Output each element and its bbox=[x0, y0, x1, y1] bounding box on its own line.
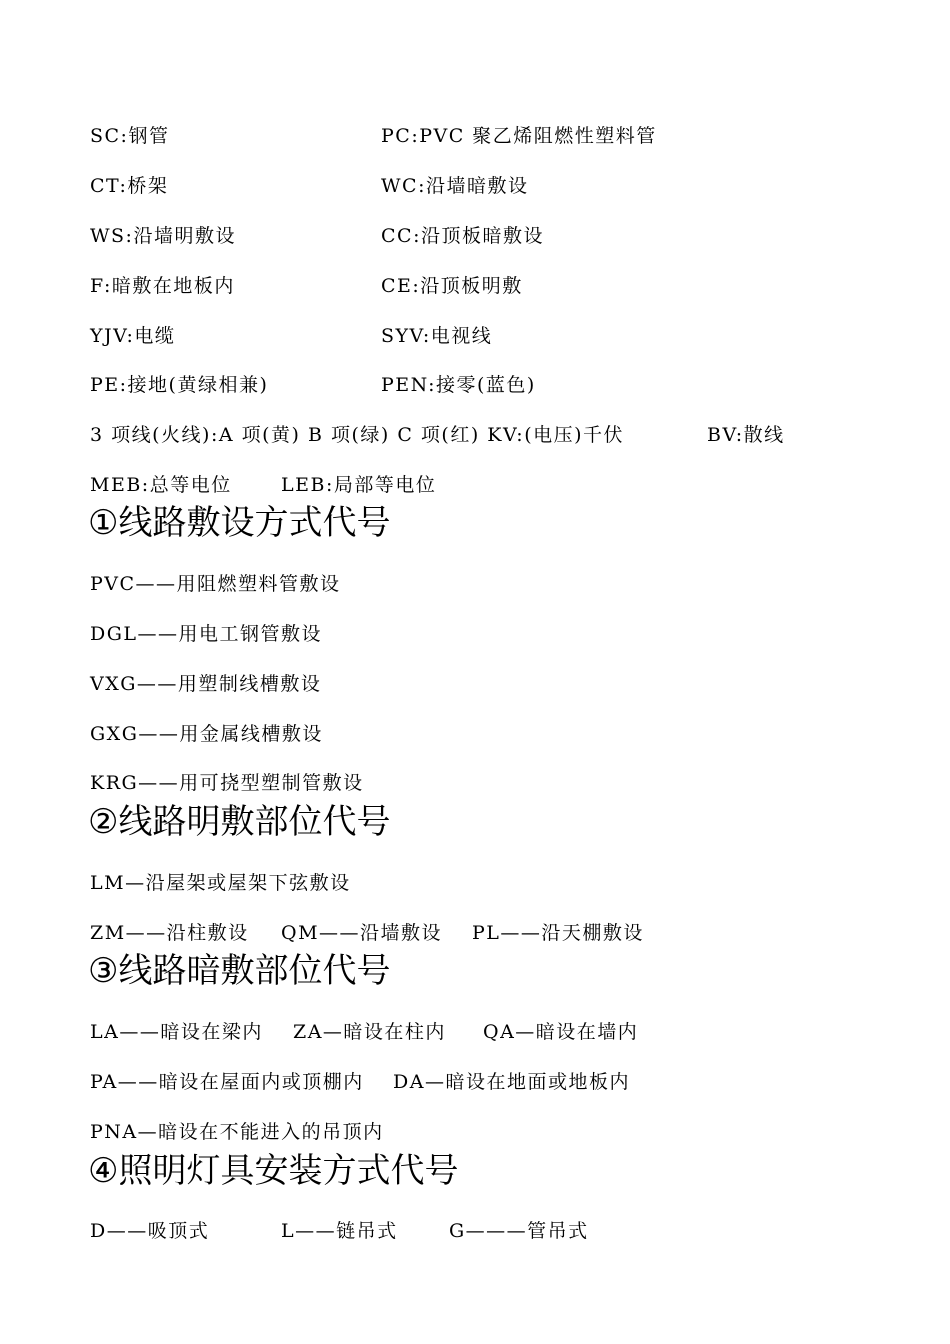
abbrev-left: WS:沿墙明敷设 bbox=[90, 225, 236, 247]
section-3-item: QA—暗设在墙内 bbox=[483, 1021, 639, 1043]
section-3-item: ZA—暗设在柱内 bbox=[293, 1021, 446, 1043]
abbrev-left: F:暗敷在地板内 bbox=[90, 275, 235, 297]
abbrev-right: PEN:接零(蓝色) bbox=[381, 374, 536, 396]
abbrev-left: CT:桥架 bbox=[90, 175, 169, 197]
abbrev-right: WC:沿墙暗敷设 bbox=[381, 175, 529, 197]
section-2-item: QM——沿墙敷设 bbox=[281, 922, 443, 944]
bv-text: BV:散线 bbox=[707, 424, 785, 446]
section-3-heading: ③线路暗敷部位代号 bbox=[88, 951, 391, 991]
abbrev-left: SC:钢管 bbox=[90, 125, 170, 147]
abbrev-right: CE:沿顶板明敷 bbox=[381, 275, 523, 297]
section-3-line-3: PNA—暗设在不能进入的吊顶内 bbox=[90, 1121, 384, 1143]
section-4-item: G———管吊式 bbox=[449, 1220, 589, 1242]
abbrev-left: YJV:电缆 bbox=[90, 325, 176, 347]
abbrev-right: PC:PVC 聚乙烯阻燃性塑料管 bbox=[381, 125, 657, 147]
section-1-item: DGL——用电工钢管敷设 bbox=[90, 623, 323, 645]
section-4-heading: ④照明灯具安装方式代号 bbox=[88, 1151, 459, 1191]
section-1-item: PVC——用阻燃塑料管敷设 bbox=[90, 573, 341, 595]
section-1-item: KRG——用可挠型塑制管敷设 bbox=[90, 772, 364, 794]
leb-text: LEB:局部等电位 bbox=[281, 474, 437, 496]
section-1-item: VXG——用塑制线槽敷设 bbox=[90, 673, 322, 695]
section-1-heading: ①线路敷设方式代号 bbox=[88, 503, 391, 543]
section-2-item: ZM——沿柱敷设 bbox=[90, 922, 249, 944]
section-2-item: PL——沿天棚敷设 bbox=[472, 922, 644, 944]
section-4-item: L——链吊式 bbox=[281, 1220, 398, 1242]
section-3-item: DA—暗设在地面或地板内 bbox=[393, 1071, 630, 1093]
section-3-item: LA——暗设在梁内 bbox=[90, 1021, 263, 1043]
section-1-item: GXG——用金属线槽敷设 bbox=[90, 723, 323, 745]
abbrev-right: SYV:电视线 bbox=[381, 325, 493, 347]
section-2-heading: ②线路明敷部位代号 bbox=[88, 802, 391, 842]
section-3-item: PA——暗设在屋面内或顶棚内 bbox=[90, 1071, 364, 1093]
abbrev-left: PE:接地(黄绿相兼) bbox=[90, 374, 269, 396]
abbrev-right: CC:沿顶板暗敷设 bbox=[381, 225, 544, 247]
phase-line-text: 3 项线(火线):A 项(黄) B 项(绿) C 项(红) KV:(电压)千伏 bbox=[90, 424, 625, 446]
meb-text: MEB:总等电位 bbox=[90, 474, 232, 496]
section-2-line-1: LM—沿屋架或屋架下弦敷设 bbox=[90, 872, 351, 894]
section-4-item: D——吸顶式 bbox=[90, 1220, 210, 1242]
